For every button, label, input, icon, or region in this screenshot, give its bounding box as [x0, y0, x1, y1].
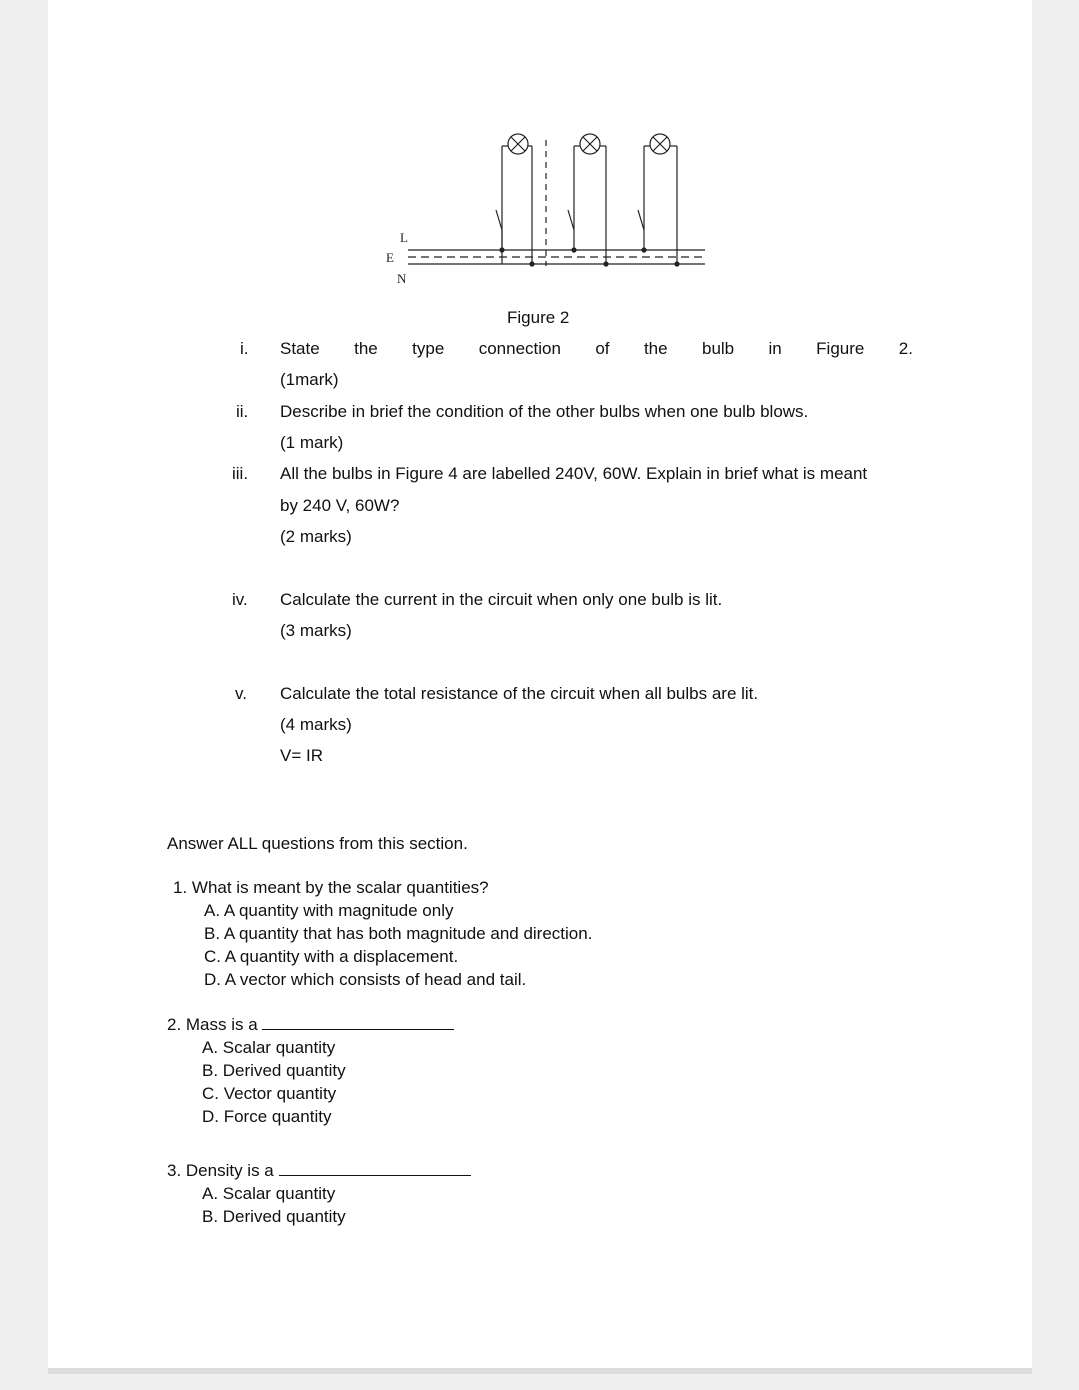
word: Figure — [816, 339, 865, 358]
mcq-stem-text: 2. Mass is a — [167, 1015, 258, 1034]
bulb-branch-3 — [638, 134, 679, 266]
answer-blank — [279, 1161, 471, 1176]
switch-1 — [496, 210, 502, 230]
bulb-branch-2 — [568, 134, 608, 266]
subq-number: ii. — [236, 402, 249, 421]
label-live: L — [400, 230, 408, 245]
mcq-option: A. Scalar quantity — [202, 1038, 336, 1057]
mcq-stem: 1. What is meant by the scalar quantities? — [173, 878, 489, 897]
switch-3 — [638, 210, 644, 230]
figure-caption: Figure 2 — [507, 308, 570, 327]
subq-i-text — [280, 339, 913, 359]
mcq-option: B. A quantity that has both magnitude and direction. — [204, 924, 593, 943]
label-earth: E — [386, 250, 394, 265]
switch-2 — [568, 210, 574, 230]
subq-number: iv. — [232, 590, 248, 609]
subq-number: v. — [235, 684, 247, 703]
mcq-stem — [167, 1015, 454, 1035]
word: 2. — [898, 339, 913, 358]
word: the — [354, 339, 378, 358]
section-instruction: Answer ALL questions from this section. — [167, 834, 468, 853]
mcq-stem-text: 3. Density is a — [167, 1161, 274, 1180]
subq-text: Calculate the total resistance of the circuit when all bulbs are lit. — [280, 684, 759, 703]
mcq-stem — [167, 1161, 471, 1181]
subq-marks: (1 mark) — [280, 433, 344, 452]
mcq-option: C. A quantity with a displacement. — [204, 947, 459, 966]
subq-text: Describe in brief the condition of the other bulbs when one bulb blows. — [280, 402, 809, 421]
subq-text: Calculate the current in the circuit when only one bulb is lit. — [280, 590, 723, 609]
subq-text: All the bulbs in Figure 4 are labelled 240V, 60W. Explain in brief what is meant — [280, 464, 868, 483]
mcq-option: C. Vector quantity — [202, 1084, 337, 1103]
answer-blank — [262, 1015, 454, 1030]
word: the — [643, 339, 668, 358]
subq-text-continued: by 240 V, 60W? — [280, 496, 400, 515]
word: in — [768, 339, 782, 358]
subq-marks: (4 marks) — [280, 715, 352, 734]
word: State — [280, 339, 320, 358]
word: bulb — [701, 339, 735, 358]
word: type — [412, 339, 445, 358]
circuit-diagram — [380, 126, 710, 288]
subq-marks: (3 marks) — [280, 621, 352, 640]
word: of — [595, 339, 610, 358]
page-bottom-edge — [48, 1368, 1032, 1374]
mcq-option: A. A quantity with magnitude only — [204, 901, 454, 920]
bulb-branch-1 — [496, 134, 534, 266]
subq-number: i. — [240, 339, 249, 358]
mcq-option: D. A vector which consists of head and tail. — [204, 970, 527, 989]
mcq-option: B. Derived quantity — [202, 1207, 346, 1226]
word: connection — [478, 339, 561, 358]
mcq-option: D. Force quantity — [202, 1107, 332, 1126]
subq-marks: (2 marks) — [280, 527, 352, 546]
subq-number: iii. — [232, 464, 249, 483]
subq-marks: (1mark) — [280, 370, 339, 389]
subq-formula: V= IR — [280, 746, 323, 765]
mcq-option: A. Scalar quantity — [202, 1184, 336, 1203]
mcq-option: B. Derived quantity — [202, 1061, 346, 1080]
label-neutral: N — [397, 271, 407, 286]
